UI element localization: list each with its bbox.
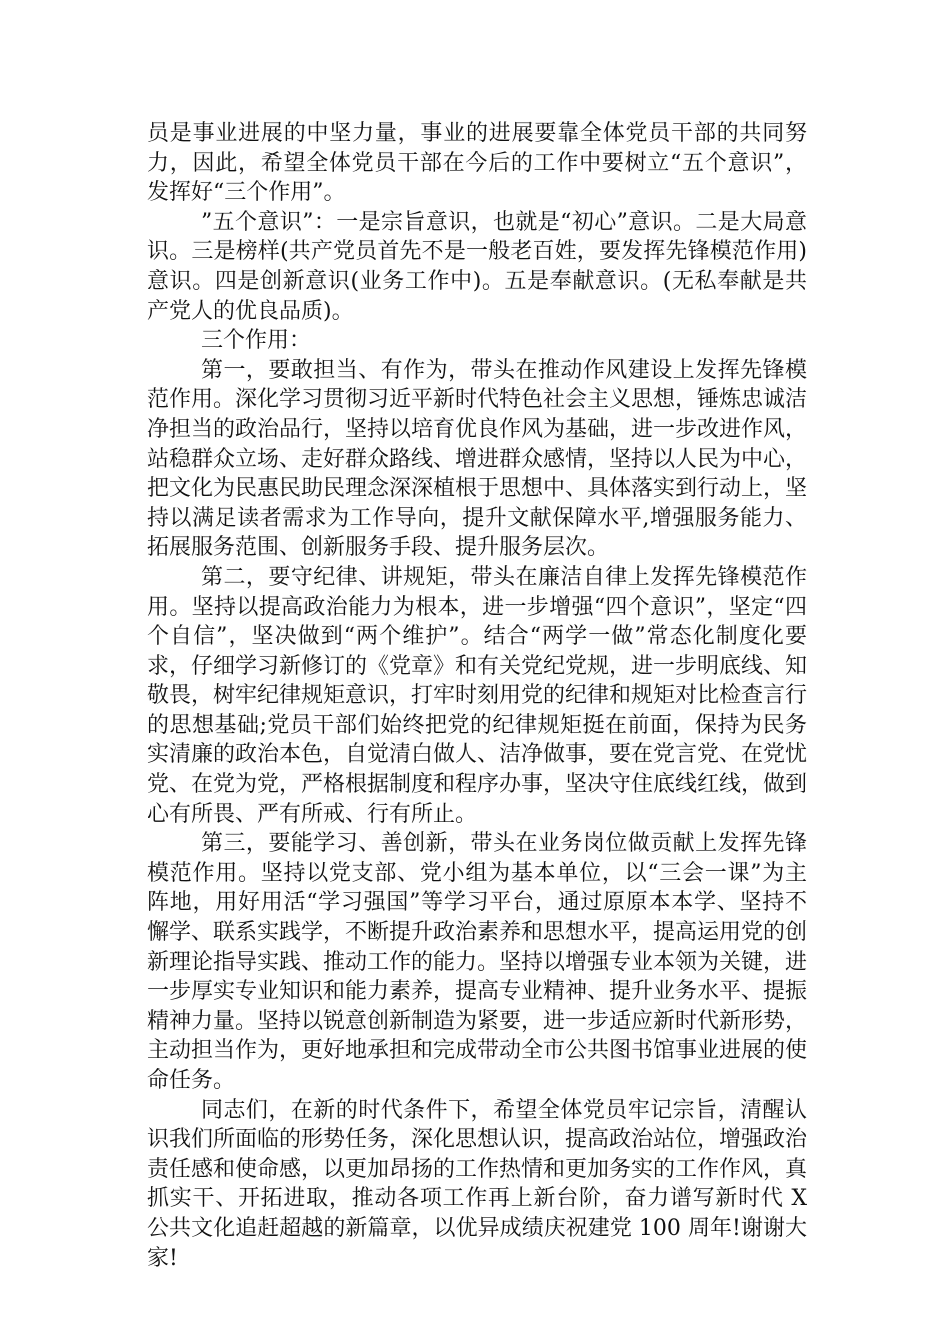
paragraph-five-awareness: ”五个意识”：一是宗旨意识，也就是“初心”意识。二是大局意识。三是榜样(共产党员首先不是一般老百姓，要发挥先锋模范作用)意识。四是创新意识(业务工作中)。五是奉献意识。(无私奉献是共产党人的优良品质)。	[147, 209, 807, 324]
document-body	[147, 119, 807, 1273]
paragraph-three-roles-heading: 三个作用：	[201, 328, 312, 354]
paragraph-first-role: 第一，要敢担当、有作为，带头在推动作风建设上发挥先锋模范作用。深化学习贯彻习近平新时代特色社会主义思想，锤炼忠诚洁净担当的政治品行，坚持以培育优良作风为基础，进一步改进作风，站稳群众立场、走好群众路线、增进群众感情，坚持以人民为中心，把文化为民惠民助民理念深深植根于思想中、具体落实到行动上，坚持以满足读者需求为工作导向，提升文献保障水平,增强服务能力、拓展服务范围、创新服务手段、提升服务层次。	[147, 357, 808, 561]
paragraph-closing: 同志们，在新的时代条件下，希望全体党员牢记宗旨，清醒认识我们所面临的形势任务，深化思想认识，提高政治站位，增强政治责任感和使命感，以更加昂扬的工作热情和更加务实的工作作风，真抓实干、开拓进取，推动各项工作再上新台阶，奋力谱写新时代 X 公共文化追赶超越的新篇章，以优异成绩庆祝建党 100 周年!谢谢大家!	[147, 1097, 808, 1271]
paragraph-second-role: 第二，要守纪律、讲规矩，带头在廉洁自律上发挥先锋模范作用。坚持以提高政治能力为根本，进一步增强“四个意识”，坚定“四个自信”，坚决做到“两个维护”。结合“两学一做”常态化制度化要求，仔细学习新修订的《党章》和有关党纪党规，进一步明底线、知敬畏，树牢纪律规矩意识，打牢时刻用党的纪律和规矩对比检查言行的思想基础;党员干部们始终把党的纪律规矩挺在前面，保持为民务实清廉的政治本色，自觉清白做人、洁净做事，要在党言党、在党忧党、在党为党，严格根据制度和程序办事，坚决守住底线红线，做到心有所畏、严有所戒、行有所止。	[147, 564, 808, 827]
paragraph-intro-continued: 员是事业进展的中坚力量，事业的进展要靠全体党员干部的共同努力，因此，希望全体党员干部在今后的工作中要树立“五个意识”，发挥好“三个作用”。	[147, 121, 807, 206]
paragraph-third-role: 第三，要能学习、善创新，带头在业务岗位做贡献上发挥先锋模范作用。坚持以党支部、党小组为基本单位，以“三会一课”为主阵地，用好用活“学习强国”等学习平台，通过原原本本学、坚持不懈学、联系实践学，不断提升政治素养和思想水平，提高运用党的创新理论指导实践、推动工作的能力。坚持以增强专业本领为关键，进一步厚实专业知识和能力素养，提高专业精神、提升业务水平、提振精神力量。坚持以锐意创新制造为紧要，进一步适应新时代新形势，主动担当作为，更好地承担和完成带动全市公共图书馆事业进展的使命任务。	[147, 831, 808, 1093]
